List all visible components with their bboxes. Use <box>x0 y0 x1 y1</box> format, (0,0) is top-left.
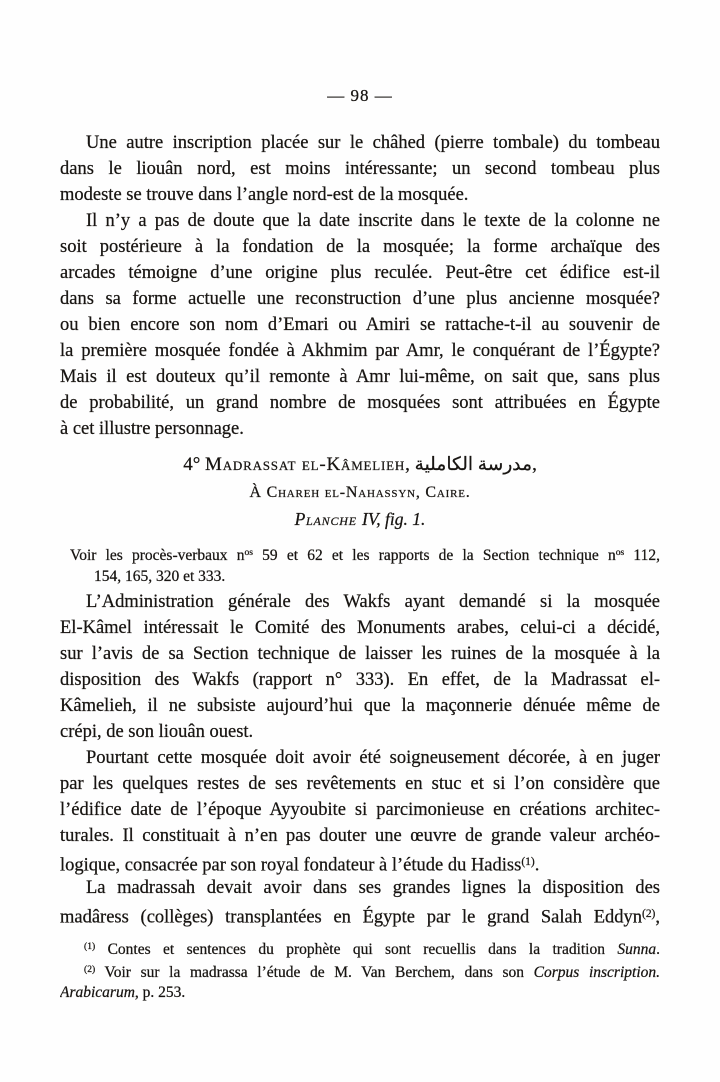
text-line <box>60 849 660 875</box>
text-run: (2) <box>84 964 96 975</box>
text-run: os <box>244 547 253 558</box>
text-run: , <box>405 454 415 475</box>
footnote-2 <box>60 958 660 1004</box>
text-run: 59 et 62 et les rapports de la Section technique n <box>253 546 616 564</box>
text-line: la première mosquée fondée à Akhmim par Amr, le conquérant de l’Égypte? <box>60 341 660 361</box>
paragraph-1 <box>60 130 660 208</box>
paragraph-4 <box>60 745 660 875</box>
text-line: Une autre inscription placée sur le châhed (pierre tombale) du tombeau <box>86 133 660 153</box>
text-line: l’édifice date de l’époque Ayyoubite si parcimonieuse en créations architec- <box>60 800 660 820</box>
text-line: turales. Il constituait à n’en pas douter une œuvre de grande valeur archéo- <box>60 826 660 846</box>
text-run: 112, <box>624 546 660 564</box>
text-run: (1) <box>521 856 535 868</box>
footnotes <box>60 935 660 1004</box>
paragraph-5 <box>60 875 660 927</box>
text-run: , <box>532 454 537 475</box>
text-line: dans sa forme actuelle une reconstruction d’une plus ancienne mosquée? <box>60 289 660 309</box>
section-heading-location <box>60 479 660 506</box>
section-heading-title <box>60 450 660 479</box>
text-line: arcades témoigne d’une origine plus reculée. Peut-être cet édifice est-il <box>60 263 660 283</box>
text-line: à cet illustre personnage. <box>60 419 244 439</box>
text-line: L’Administration générale des Wakfs ayant demandé si la mosquée <box>86 592 660 612</box>
page-number: — 98 — <box>327 86 393 105</box>
text-run: madâress (collèges) transplantées en Égypte par le grand Salah Eddyn <box>60 907 642 927</box>
text-run: À Chareh el-Nahassyn, Caire. <box>249 484 471 501</box>
text-line <box>60 981 660 1004</box>
text-line: par les quelques restes de ses revêtements en stuc et si l’on considère que <box>60 774 660 794</box>
text-run: . <box>656 940 660 958</box>
text-line: de probabilité, un grand nombre de mosquées sont attribuées en Égypte <box>60 393 660 413</box>
text-line <box>60 958 660 981</box>
text-run: Arabicarum <box>60 984 135 1001</box>
text-run: (1) <box>84 941 96 952</box>
text-line: crépi, de son liouân ouest. <box>60 722 254 742</box>
text-line: disposition des Wakfs (rapport n° 333). En effet, de la Madrassat el- <box>60 670 660 690</box>
text-run: (2) <box>642 908 656 920</box>
text-run: IV, fig. 1. <box>362 509 426 529</box>
text-line: 154, 165, 320 et 333. <box>94 568 226 585</box>
text-line: ou bien encore son nom d’Emari ou Amiri se rattache-t-il au souvenir de <box>60 315 660 335</box>
text-run: Corpus inscription. <box>533 963 660 981</box>
text-run: logique, consacrée par son royal fondateur à l’étude du Hadiss <box>60 855 522 875</box>
section-heading <box>60 450 660 533</box>
text-run: Planche <box>294 509 363 529</box>
text-run: os <box>615 547 625 558</box>
text-run: Voir les procès-verbaux n <box>70 546 245 564</box>
text-line <box>60 901 660 927</box>
text-run: Sunna <box>617 940 657 958</box>
text-run: Madrassat el-Kâmelieh <box>205 454 406 475</box>
text-run: . <box>534 855 540 875</box>
text-line <box>60 541 660 565</box>
footnote-1 <box>60 935 660 958</box>
text-line: El-Kâmel intéressait le Comité des Monuments arabes, celui-ci a décidé, <box>60 618 660 638</box>
text-run: , <box>655 907 660 927</box>
text-run: Voir sur la madrassa l’étude de M. Van Berchem, dans son <box>95 963 534 981</box>
text-line: sur l’avis de sa Section technique de laisser les ruines de la mosquée à la <box>60 644 660 664</box>
paragraph-3 <box>60 589 660 745</box>
text-line: La madrassah devait avoir dans ses grandes lignes la disposition des <box>86 878 660 898</box>
text-run: مدرسة الكاملية <box>414 454 533 475</box>
text-run: 4° <box>183 454 206 475</box>
text-line: soit postérieure à la fondation de la mosquée; la forme archaïque des <box>60 237 660 257</box>
text-line: modeste se trouve dans l’angle nord-est de la mosquée. <box>60 185 469 205</box>
text-line: Mais il est douteux qu’il remonte à Amr lui-même, on sait que, sans plus <box>60 367 660 387</box>
text-line: dans le liouân nord, est moins intéressante; un second tombeau plus <box>60 159 660 179</box>
paragraph-2 <box>60 208 660 442</box>
text-line <box>60 935 660 958</box>
text-line: Pourtant cette mosquée doit avoir été soigneusement décorée, à en juger <box>86 748 660 768</box>
text-line: Il n’y a pas de doute que la date inscrite dans le texte de la colonne ne <box>86 211 660 231</box>
text-line: Kâmelieh, il ne subsiste aujourd’hui que la maçonnerie dénuée même de <box>60 696 660 716</box>
text-run: , p. 253. <box>134 984 186 1001</box>
text-run: Contes et sentences du prophète qui sont recuellis dans la tradition <box>95 940 618 958</box>
references-note <box>60 541 660 589</box>
section-heading-plate-ref <box>60 506 660 533</box>
